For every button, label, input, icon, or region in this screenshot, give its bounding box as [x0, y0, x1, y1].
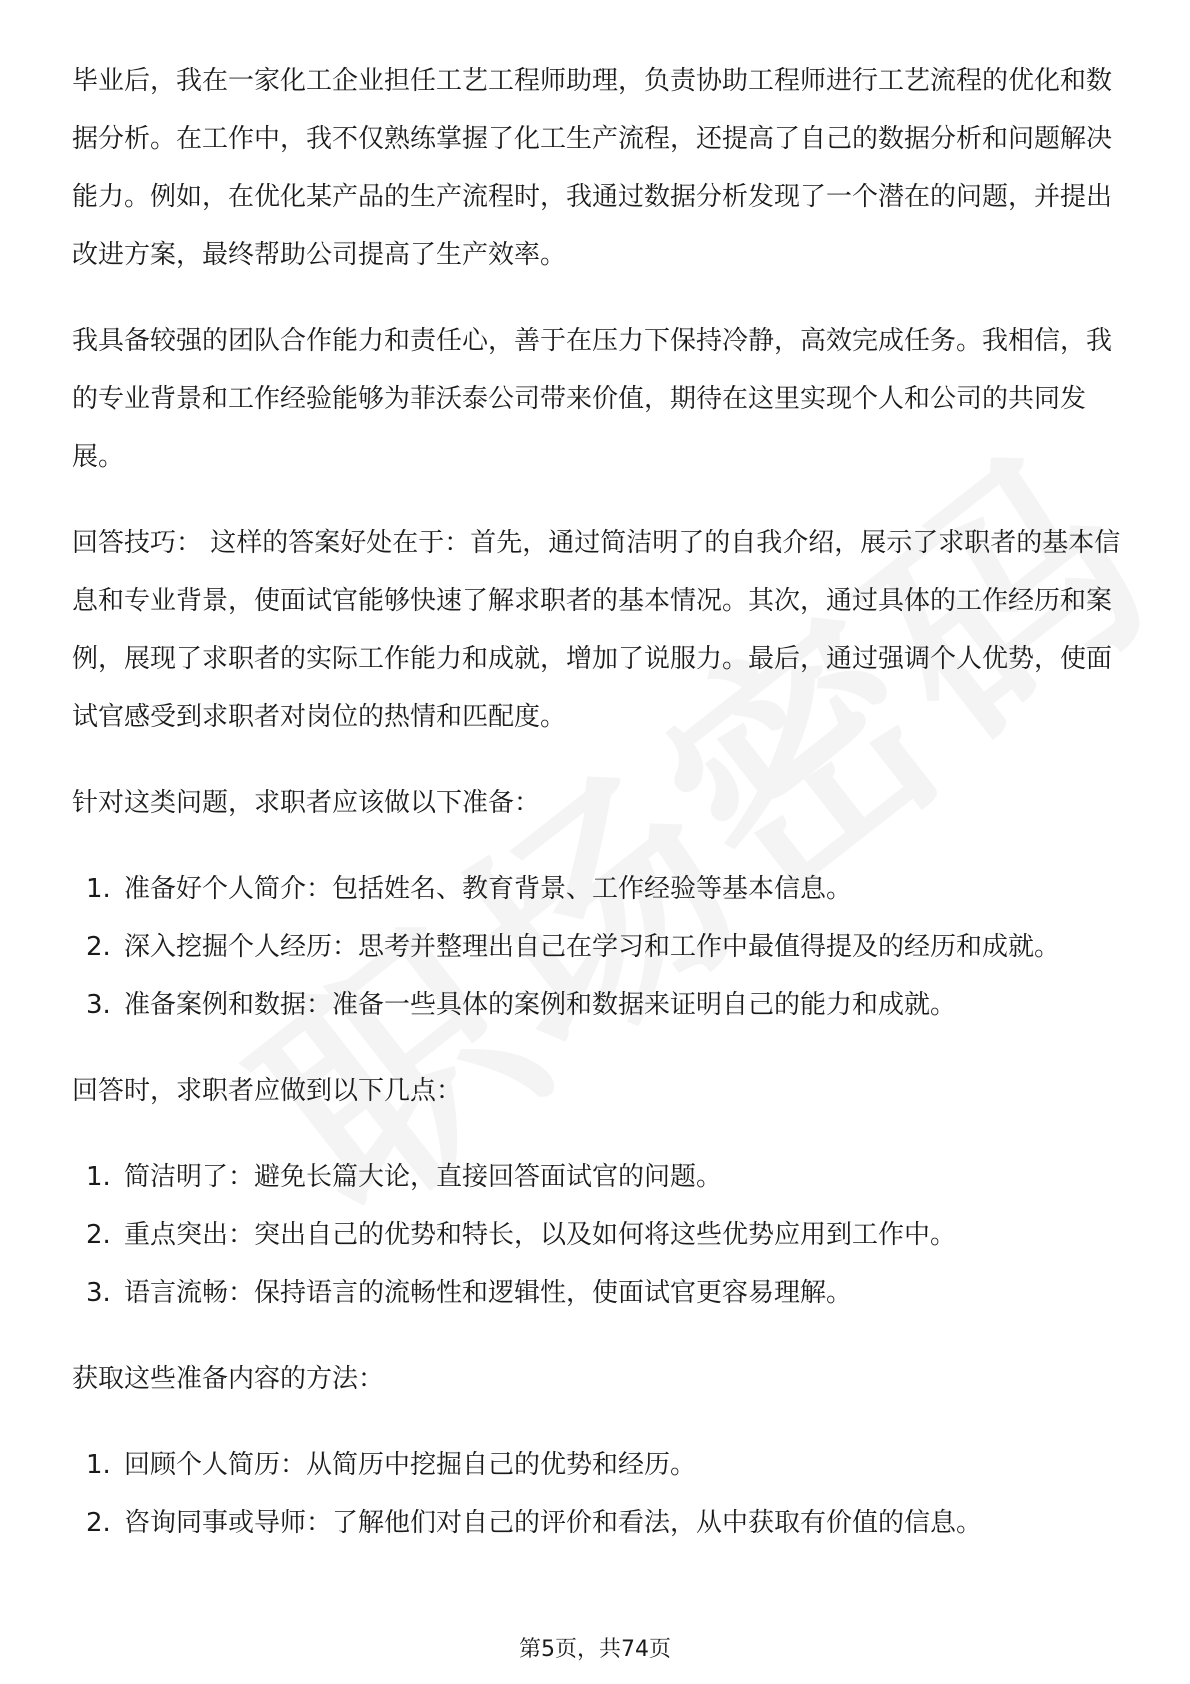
paragraph-answer-tips: 回答技巧： 这样的答案好处在于：首先，通过简洁明了的自我介绍，展示了求职者的基本信息和专业背景，使面试官能够快速了解求职者的基本情况。其次，通过具体的工作经历和案例，展现了求职者的实际工作能力和成就，增加了说服力。最后，通过强调个人优势，使面试官感受到求职者对岗位的热情和匹配度。	[72, 528, 1121, 732]
list-item	[72, 860, 1122, 918]
list-item	[72, 1206, 1122, 1264]
section-heading-preparation: 针对这类问题，求职者应该做以下准备：	[72, 788, 541, 818]
paragraph-work-experience: 毕业后，我在一家化工企业担任工艺工程师助理，负责协助工程师进行工艺流程的优化和数据分析。在工作中，我不仅熟练掌握了化工生产流程，还提高了自己的数据分析和问题解决能力。例如，在优化某产品的生产流程时，我通过数据分析发现了一个潜在的问题，并提出改进方案，最终帮助公司提高了生产效率。	[72, 66, 1113, 270]
document-body	[72, 52, 1122, 1580]
paragraph-strengths: 我具备较强的团队合作能力和责任心，善于在压力下保持冷静，高效完成任务。我相信，我的专业背景和工作经验能够为菲沃泰公司带来价值，期待在这里实现个人和公司的共同发展。	[72, 326, 1113, 472]
page-number: 第5页，共74页	[519, 1637, 671, 1662]
list-number: 3.	[86, 990, 111, 1020]
list-item	[72, 1264, 1122, 1322]
list-number: 1.	[86, 1450, 111, 1480]
list-text: 简洁明了：避免长篇大论，直接回答面试官的问题。	[124, 1162, 723, 1192]
list-methods	[72, 1436, 1122, 1552]
section-heading-answering: 回答时，求职者应做到以下几点：	[72, 1076, 463, 1106]
list-number: 2.	[86, 1220, 111, 1250]
list-number: 1.	[86, 874, 111, 904]
list-text: 深入挖掘个人经历：思考并整理出自己在学习和工作中最值得提及的经历和成就。	[124, 932, 1061, 962]
list-number: 2.	[86, 1508, 111, 1538]
list-answering	[72, 1148, 1122, 1322]
list-preparation	[72, 860, 1122, 1034]
list-text: 重点突出：突出自己的优势和特长，以及如何将这些优势应用到工作中。	[124, 1220, 957, 1250]
list-item	[72, 918, 1122, 976]
list-text: 咨询同事或导师：了解他们对自己的评价和看法，从中获取有价值的信息。	[124, 1508, 983, 1538]
section-heading-methods: 获取这些准备内容的方法：	[72, 1364, 385, 1394]
list-text: 准备好个人简介：包括姓名、教育背景、工作经验等基本信息。	[124, 874, 853, 904]
list-text: 准备案例和数据：准备一些具体的案例和数据来证明自己的能力和成就。	[124, 990, 957, 1020]
list-text: 语言流畅：保持语言的流畅性和逻辑性，使面试官更容易理解。	[124, 1278, 853, 1308]
list-number: 2.	[86, 932, 111, 962]
list-item	[72, 1494, 1122, 1552]
list-text: 回顾个人简历：从简历中挖掘自己的优势和经历。	[124, 1450, 697, 1480]
list-item	[72, 1148, 1122, 1206]
list-number: 1.	[86, 1162, 111, 1192]
list-item	[72, 976, 1122, 1034]
list-item	[72, 1436, 1122, 1494]
list-number: 3.	[86, 1278, 111, 1308]
